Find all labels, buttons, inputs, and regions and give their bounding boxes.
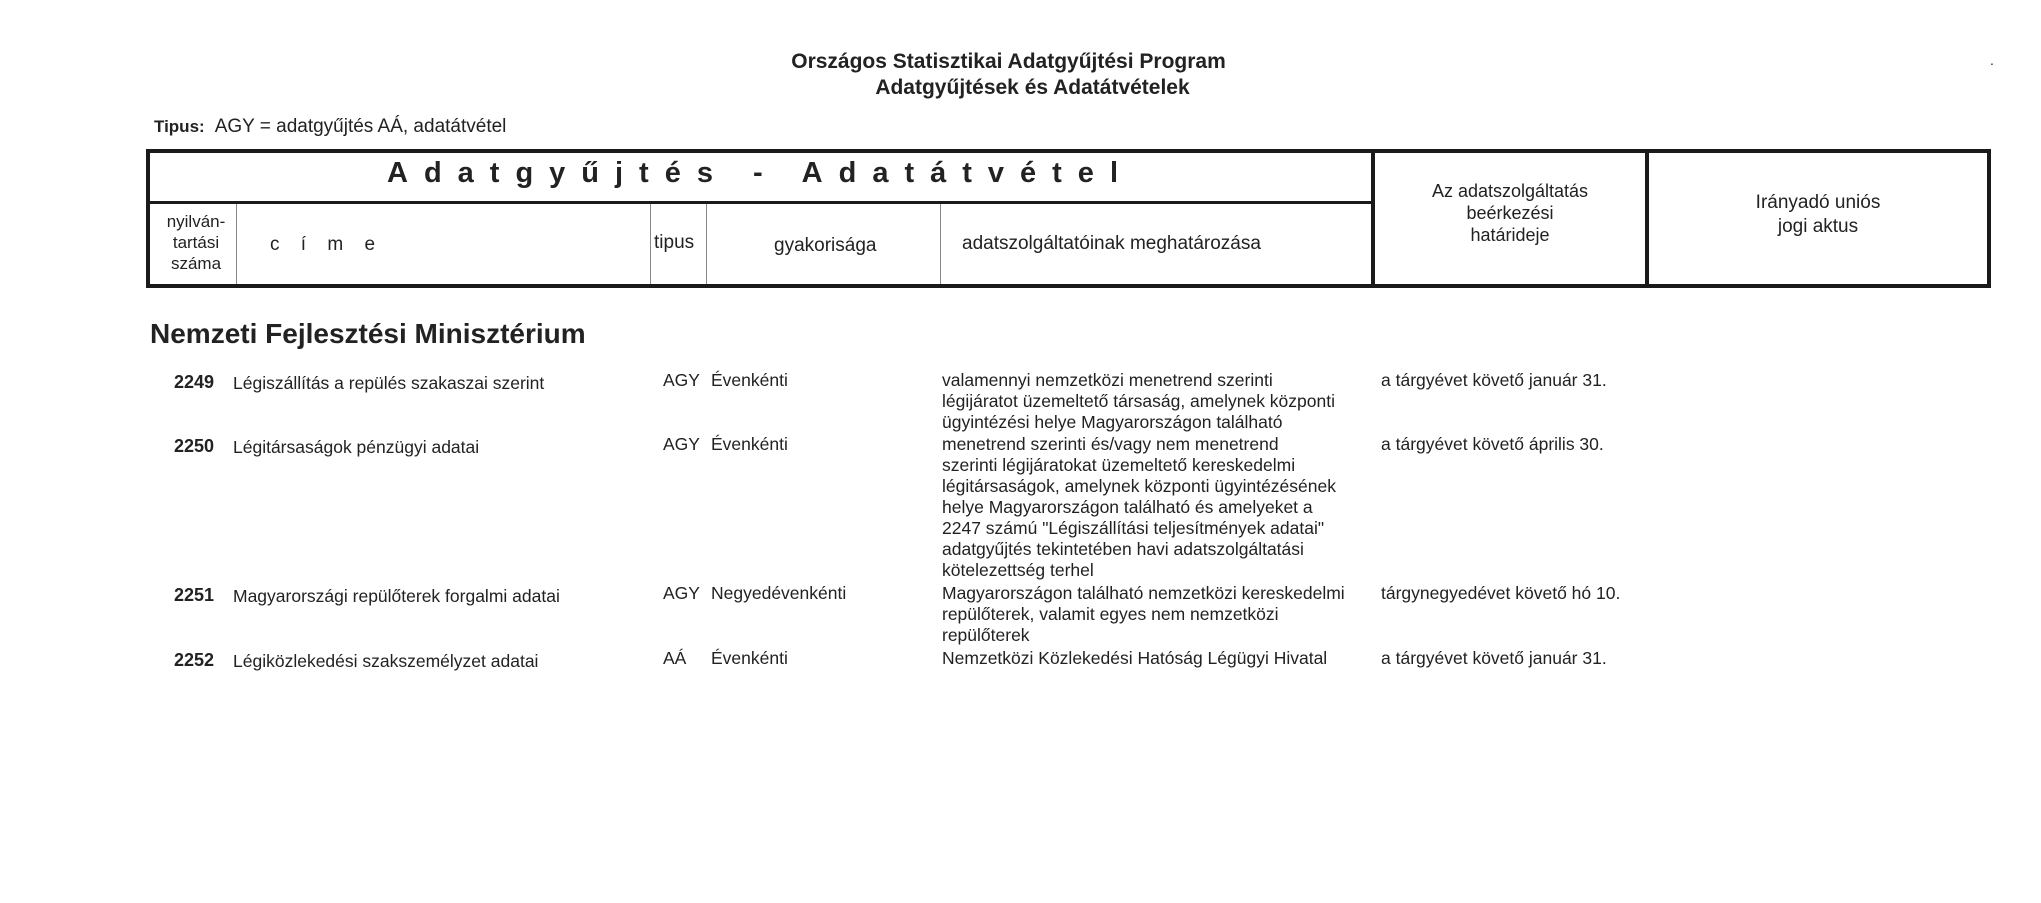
row-frequency: Évenkénti (711, 370, 788, 390)
header-deadline-text (1375, 180, 1645, 246)
row-registration-number: 2251 (174, 585, 215, 605)
header-title-column: c í m e (270, 234, 384, 255)
row-providers-line: repülőterek (942, 625, 1030, 645)
header-eu-line: Irányadó uniós (1755, 192, 1881, 213)
header-registration-number (158, 211, 234, 274)
row-providers-line: ügyintézési helye Magyarországon található (942, 412, 1283, 432)
row-deadline: tárgynegyedévet követő hó 10. (1381, 583, 1621, 603)
table-header-eu-act (1645, 149, 1991, 288)
corner-mark: . (1990, 52, 1994, 68)
row-registration-number: 2252 (174, 650, 215, 670)
row-frequency: Negyedévenkénti (711, 583, 847, 603)
row-frequency: Évenkénti (711, 648, 788, 668)
row-frequency: Évenkénti (711, 434, 788, 454)
row-providers (942, 648, 1382, 669)
header-type-column: tipus (654, 232, 695, 253)
document-title: Országos Statisztikai Adatgyűjtési Program (791, 50, 1226, 73)
type-legend-label: Tipus: (154, 117, 205, 136)
row-providers-line: Nemzetközi Közlekedési Hatóság Légügyi Hivatal (942, 648, 1328, 668)
header-deadline-line: határideje (1470, 225, 1550, 245)
type-legend-text: AGY = adatgyűjtés AÁ, adatátvétel (214, 116, 507, 137)
row-providers (942, 434, 1382, 581)
header-eu-act-text (1649, 191, 1987, 239)
ministry-heading: Nemzeti Fejlesztési Minisztérium (150, 318, 586, 349)
row-providers-line: repülőterek, valamit egyes nem nemzetközi (942, 604, 1279, 624)
row-registration-number: 2249 (174, 372, 215, 392)
header-deadline-line: Az adatszolgáltatás (1431, 181, 1589, 201)
row-type: AÁ (663, 648, 687, 668)
header-deadline-line: beérkezési (1466, 203, 1554, 223)
header-frequency-column: gyakorisága (774, 235, 877, 256)
row-providers (942, 583, 1382, 646)
row-type: AGY (663, 583, 700, 603)
row-providers-line: légijáratot üzemeltető társaság, amelynek központi (942, 391, 1335, 411)
row-providers (942, 370, 1382, 433)
row-providers-line: Magyarországon található nemzetközi kereskedelmi (942, 583, 1345, 603)
header-registration-line: tartási (172, 233, 220, 252)
row-providers-line: kötelezettség terhel (942, 560, 1094, 580)
header-registration-line: nyilván- (166, 212, 226, 231)
document-subtitle: Adatgyűjtések és Adatátvételek (875, 76, 1190, 99)
column-divider (236, 204, 237, 284)
type-legend (154, 116, 506, 138)
row-title: Légitársaságok pénzügyi adatai (233, 437, 480, 457)
row-type: AGY (663, 434, 700, 454)
row-title: Magyarországi repülőterek forgalmi adatai (233, 586, 560, 606)
row-providers-line: helye Magyarországon található és amelyeket a (942, 497, 1313, 517)
header-registration-line: száma (170, 254, 222, 273)
row-deadline: a tárgyévet követő január 31. (1381, 370, 1607, 390)
row-type: AGY (663, 370, 700, 390)
row-title: Légiszállítás a repülés szakaszai szerint (233, 373, 545, 393)
header-divider (150, 201, 1371, 204)
row-deadline: a tárgyévet követő április 30. (1381, 434, 1604, 454)
row-providers-line: légitársaságok, amelynek központi ügyintézésének (942, 476, 1336, 496)
row-providers-line: szerinti légijáratokat üzemeltető kereskedelmi (942, 455, 1296, 475)
column-divider (706, 204, 707, 284)
row-registration-number: 2250 (174, 436, 215, 456)
row-providers-line: adatgyűjtés tekintetében havi adatszolgáltatási (942, 539, 1304, 559)
header-providers-column: adatszolgáltatóinak meghatározása (962, 233, 1261, 254)
column-divider (940, 204, 941, 284)
table-header-main (146, 149, 1375, 288)
row-deadline: a tárgyévet követő január 31. (1381, 648, 1607, 668)
row-title: Légiközlekedési szakszemélyzet adatai (233, 651, 539, 671)
row-providers-line: valamennyi nemzetközi menetrend szerinti (942, 370, 1273, 390)
table-header-deadline (1371, 149, 1649, 288)
row-providers-line: 2247 számú "Légiszállítási teljesítmények adatai" (942, 518, 1325, 538)
row-providers-line: menetrend szerinti és/vagy nem menetrend (942, 434, 1279, 454)
header-eu-line: jogi aktus (1777, 216, 1859, 237)
header-group-title: Adatgyűjtés - Adatátvétel (387, 157, 1134, 189)
column-divider (650, 204, 651, 284)
